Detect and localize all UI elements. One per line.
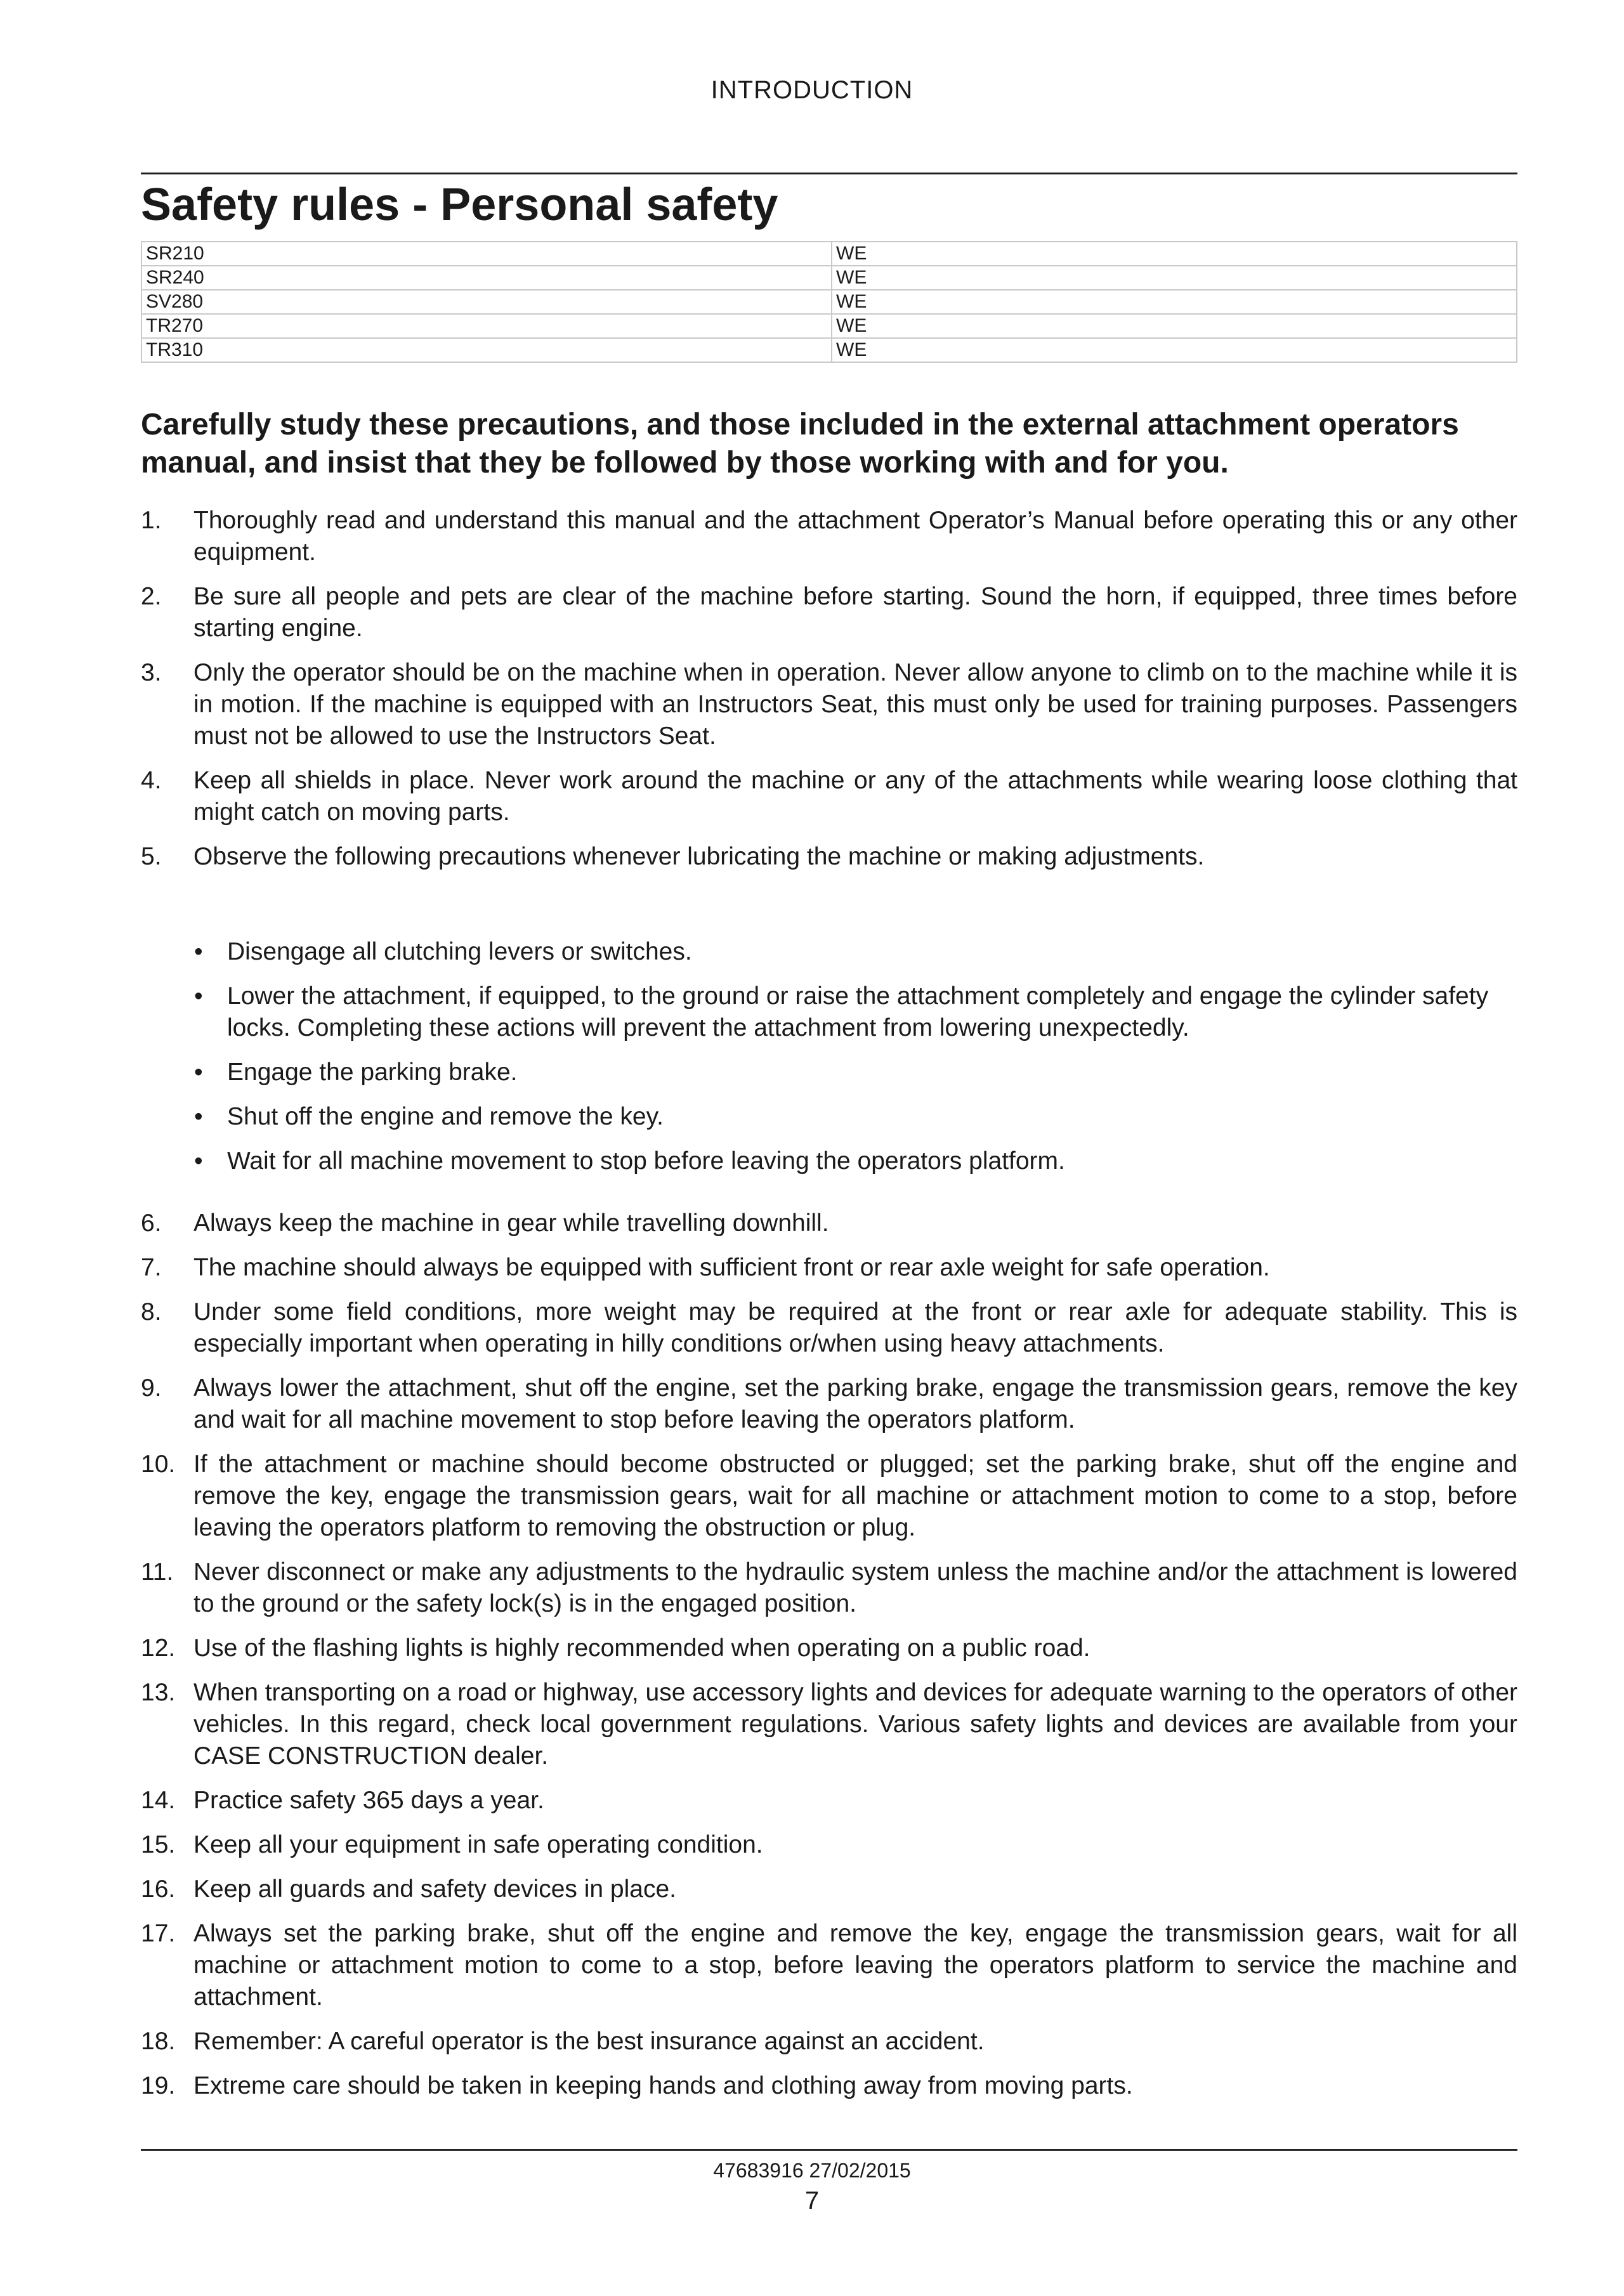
item-text: Thoroughly read and understand this manual and the attachment Operator’s Manual before operating this or any other equipment. (193, 507, 1517, 566)
item-text: If the attachment or machine should become obstructed or plugged; set the parking brake, shut off the engine and remove the key, engage the transmission gears, wait for all machine or attachment motion to come to a stop, before leaving the operators platform to removing the obstruction or plug. (193, 1451, 1517, 1541)
table-row (141, 266, 1517, 290)
item-number: 17. (141, 1920, 176, 1947)
list-item (141, 505, 1517, 568)
list-item (141, 1829, 1517, 1861)
item-number: 18. (141, 2028, 176, 2055)
market-cell: WE (832, 242, 1517, 266)
bullet-text: Wait for all machine movement to stop before leaving the operators platform. (227, 1147, 1065, 1175)
item-number: 6. (141, 1210, 162, 1237)
table-row (141, 290, 1517, 314)
list-item (141, 841, 1517, 873)
item-text: Remember: A careful operator is the best insurance against an accident. (193, 2028, 985, 2055)
safety-list-part-2 (141, 1208, 1517, 2115)
bullet-icon: • (194, 1103, 203, 1130)
item-number: 1. (141, 507, 162, 534)
item-number: 9. (141, 1374, 162, 1402)
bullet-item (194, 981, 1517, 1044)
list-item (141, 1556, 1517, 1620)
bullet-item (194, 1057, 1517, 1088)
item-number: 12. (141, 1634, 176, 1662)
market-cell: WE (832, 290, 1517, 314)
list-item (141, 657, 1517, 752)
safety-list-part-1 (141, 505, 1517, 885)
list-item (141, 1373, 1517, 1436)
document-reference: 47683916 27/02/2015 (713, 2159, 911, 2182)
item-text: Always keep the machine in gear while travelling downhill. (193, 1210, 829, 1237)
item-text: Always set the parking brake, shut off the engine and remove the key, engage the transmission gears, wait for all machine or attachment motion to come to a stop, before leaving the operators platform to service the machine and attachment. (193, 1920, 1517, 2011)
page-title: Safety rules - Personal safety (141, 179, 778, 230)
item-number: 16. (141, 1875, 176, 1903)
item-number: 8. (141, 1298, 162, 1326)
list-item (141, 2070, 1517, 2102)
item-number: 3. (141, 659, 162, 686)
table-row (141, 314, 1517, 338)
header-rule (141, 173, 1517, 174)
item-number: 15. (141, 1831, 176, 1858)
list-item (141, 1918, 1517, 2013)
model-cell: TR310 (141, 338, 832, 362)
bullet-icon: • (194, 982, 203, 1010)
item-text: Observe the following precautions whenever lubricating the machine or making adjustments. (193, 843, 1205, 870)
item-number: 11. (141, 1558, 174, 1586)
model-table (141, 241, 1517, 363)
item-text: Only the operator should be on the machine when in operation. Never allow anyone to climb on to the machine while it is in motion. If the machine is equipped with an Instructors Seat, this must only be used for training purposes. Passengers must not be allowed to use the Instructors Seat. (193, 659, 1517, 750)
list-item (141, 1296, 1517, 1360)
precaution-bullets (194, 936, 1517, 1190)
page-number: 7 (804, 2187, 820, 2215)
market-cell: WE (832, 266, 1517, 290)
item-text: Under some field conditions, more weight may be required at the front or rear axle for adequate stability. This is especially important when operating in hilly conditions or/when using heavy attachments. (193, 1298, 1517, 1357)
item-number: 4. (141, 767, 162, 794)
market-cell: WE (832, 314, 1517, 338)
item-number: 14. (141, 1787, 176, 1814)
list-item (141, 1252, 1517, 1284)
list-item (141, 1785, 1517, 1817)
item-number: 19. (141, 2072, 176, 2099)
page-header: INTRODUCTION (710, 76, 914, 104)
item-text: Keep all guards and safety devices in place. (193, 1875, 676, 1903)
item-text: Extreme care should be taken in keeping hands and clothing away from moving parts. (193, 2072, 1133, 2099)
bullet-icon: • (194, 938, 203, 965)
list-item (141, 1449, 1517, 1544)
list-item (141, 1208, 1517, 1239)
item-number: 13. (141, 1679, 176, 1706)
bullet-text: Disengage all clutching levers or switches. (227, 938, 692, 965)
item-text: Be sure all people and pets are clear of the machine before starting. Sound the horn, if equipped, three times before starting engine. (193, 583, 1517, 642)
item-text: Practice safety 365 days a year. (193, 1787, 544, 1814)
lead-paragraph: Carefully study these precautions, and those included in the external attachment operators manual, and insist that they be followed by those working with and for you. (141, 408, 1459, 479)
item-number: 2. (141, 583, 162, 610)
list-item (141, 1677, 1517, 1772)
market-cell: WE (832, 338, 1517, 362)
item-text: Use of the flashing lights is highly recommended when operating on a public road. (193, 1634, 1090, 1662)
list-item (141, 2026, 1517, 2058)
item-text: Keep all shields in place. Never work around the machine or any of the attachments while wearing loose clothing that might catch on moving parts. (193, 767, 1517, 826)
list-item (141, 765, 1517, 828)
item-text: Keep all your equipment in safe operating condition. (193, 1831, 763, 1858)
model-cell: SR210 (141, 242, 832, 266)
table-row (141, 338, 1517, 362)
item-number: 10. (141, 1451, 176, 1478)
model-cell: SR240 (141, 266, 832, 290)
item-number: 5. (141, 843, 162, 870)
bullet-text: Engage the parking brake. (227, 1059, 518, 1086)
item-text: When transporting on a road or highway, use accessory lights and devices for adequate warning to the operators of other vehicles. In this regard, check local government regulations. Various safety lights and devices are available from your CASE CONSTRUCTION dealer. (193, 1679, 1517, 1770)
bullet-item (194, 1101, 1517, 1133)
bullet-icon: • (194, 1059, 203, 1086)
bullet-text: Shut off the engine and remove the key. (227, 1103, 664, 1130)
list-item (141, 1633, 1517, 1664)
bullet-text: Lower the attachment, if equipped, to the ground or raise the attachment completely and engage the cylinder safety locks. Completing these actions will prevent the attachment from lowering unexpectedly. (227, 982, 1489, 1041)
bullet-icon: • (194, 1147, 203, 1175)
item-text: The machine should always be equipped with sufficient front or rear axle weight for safe operation. (193, 1254, 1270, 1281)
footer-rule (141, 2149, 1517, 2151)
item-text: Never disconnect or make any adjustments to the hydraulic system unless the machine and/or the attachment is lowered to the ground or the safety lock(s) is in the engaged position. (193, 1558, 1517, 1617)
bullet-item (194, 936, 1517, 968)
bullet-item (194, 1145, 1517, 1177)
item-text: Always lower the attachment, shut off the engine, set the parking brake, engage the transmission gears, remove the key and wait for all machine movement to stop before leaving the operators platform. (193, 1374, 1517, 1433)
table-row (141, 242, 1517, 266)
model-cell: SV280 (141, 290, 832, 314)
list-item (141, 581, 1517, 644)
list-item (141, 1874, 1517, 1905)
item-number: 7. (141, 1254, 162, 1281)
model-cell: TR270 (141, 314, 832, 338)
